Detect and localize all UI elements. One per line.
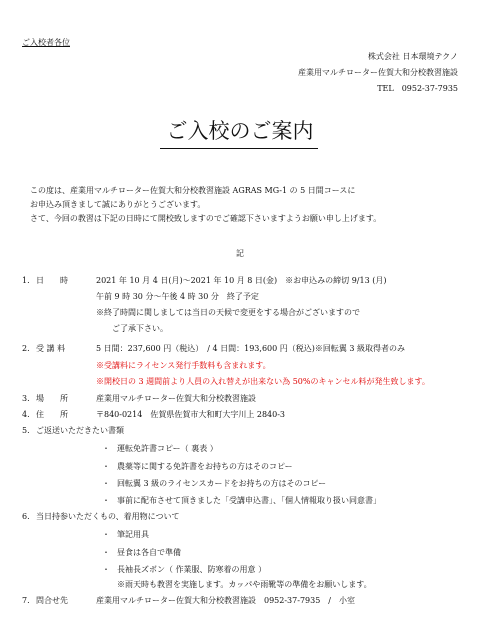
date-line-1: 2021 年 10 月 4 日(月)～2021 年 10 月 8 日(金) ※お申込みの締切 9/13 (月) xyxy=(96,276,387,285)
bullet: ・ xyxy=(102,462,110,471)
place-value: 産業用マルチローター佐賀大和分校教習施設 xyxy=(96,394,256,403)
docs-item: 事前に配布させて頂きました「受講申込書」、「個人情報取り扱い同意書」 xyxy=(117,496,381,505)
docs-item: 回転翼 3 級のライセンスカードをお持ちの方はそのコピー xyxy=(117,479,327,488)
fee-note-cancellation: ※開校日の 3 週間前より人員の入れ替えが出来ない為 50%のキャンセル料が発生致します。 xyxy=(96,377,430,386)
bring-note: ※雨天時も教習を実施します。カッパや雨靴等の準備をお願いします。 xyxy=(117,580,372,589)
item-number: 2. xyxy=(22,344,30,353)
item-number: 7. xyxy=(22,596,30,605)
place-label: 場 所 xyxy=(36,394,68,403)
sender-company: 株式会社 日本環境テクノ xyxy=(367,52,458,61)
date-line-2: 午前 9 時 30 分～午後 4 時 30 分 終了予定 xyxy=(96,292,259,301)
bullet: ・ xyxy=(102,548,110,557)
bring-label: 当日持参いただくもの、着用物について xyxy=(36,512,180,521)
bring-item: 長袖長ズボン（ 作業服、防寒着の用意 ） xyxy=(117,565,267,574)
bullet: ・ xyxy=(102,479,110,488)
bullet: ・ xyxy=(102,496,110,505)
intro-line-2: お申込み頂きまして誠にありがとうございます。 xyxy=(30,200,206,209)
page-title: ご入校のご案内 xyxy=(166,119,314,143)
date-line-4: ご了承下さい。 xyxy=(112,324,168,333)
address-label: 住 所 xyxy=(36,410,68,419)
bring-item: 昼食は各自で準備 xyxy=(117,548,181,557)
item-number: 3. xyxy=(22,394,30,403)
addressee: ご入校者各位 xyxy=(22,38,70,47)
intro-line-3: さて、今回の教習は下記の日時にて開校致しますのでご確認下さいますようお願い申し上げます。 xyxy=(30,214,382,223)
date-line-3: ※終了時間に関しましては当日の天候で変更をする場合がございますので xyxy=(96,308,360,317)
sender-facility: 産業用マルチローター佐賀大和分校教習施設 xyxy=(298,68,458,77)
sender-tel: TEL 0952-37-7935 xyxy=(377,84,458,93)
address-value: 〒840-0214 佐賀県佐賀市大和町大字川上 2840-3 xyxy=(96,410,286,419)
bullet: ・ xyxy=(102,565,110,574)
docs-item: 農薬等に関する免許書をお持ちの方はそのコピー xyxy=(117,462,293,471)
date-label: 日 時 xyxy=(36,276,68,285)
contact-value: 産業用マルチローター佐賀大和分校教習施設 0952-37-7935 / 小室 xyxy=(96,596,355,605)
fee-note-license: ※受講料にライセンス発行手数料も含まれます。 xyxy=(96,361,271,370)
intro-line-1: この度は、産業用マルチローター佐賀大和分校教習施設 AGRAS MG-1 の 5 日間コースに xyxy=(30,186,356,195)
title-underline xyxy=(160,148,318,149)
contact-label: 問合せ先 xyxy=(36,596,68,605)
bullet: ・ xyxy=(102,530,110,539)
fee-label: 受 講 料 xyxy=(36,344,66,353)
item-number: 6. xyxy=(22,512,30,521)
bring-item: 筆記用具 xyxy=(117,530,149,539)
fee-line-1: 5 日間：237,600 円（税込） / 4 日間：193,600 円（税込)※回転翼 3 級取得者のみ xyxy=(96,344,406,353)
docs-label: ご返送いただきたい書類 xyxy=(36,426,124,435)
item-number: 1. xyxy=(22,276,30,285)
ki-heading: 記 xyxy=(236,249,244,258)
bullet: ・ xyxy=(102,444,110,453)
item-number: 5. xyxy=(22,426,30,435)
item-number: 4. xyxy=(22,410,30,419)
docs-item: 運転免許書コピー（ 裏表 ） xyxy=(117,444,218,453)
